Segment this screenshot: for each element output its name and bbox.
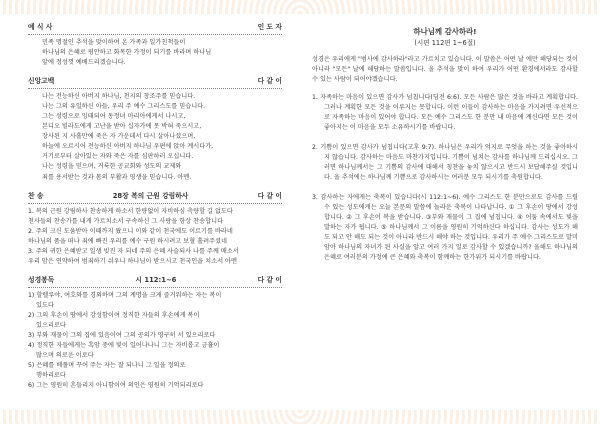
text-line: 3. 주의 귀한 은혜받고 일생 빚진 자 되네 주의 은혜 사슬되사 나를 주께 매소서 <box>28 247 239 255</box>
text-line: 장사된 지 사흘만에 죽은 자 가운데서 다시 살아나셨으며, <box>42 133 196 141</box>
section-leader: 다 같 이 <box>257 275 282 284</box>
section-body <box>28 291 282 391</box>
text-line: 4) 정직한 자들에게는 흑암 중에 빛이 일어나나니 그는 자비롭고 긍휼이 <box>28 342 220 350</box>
text-line: 본디오 빌라도에게 고난을 받아 십자가에 못 박혀 죽으시고, <box>42 123 202 131</box>
creed-section <box>28 76 282 182</box>
text-line: 천사들의 찬송가를 내게 가르치소서 구속하신 그 사랑을 항상 찬송합니다 <box>28 217 224 225</box>
decorative-wave-bottom <box>0 410 600 424</box>
section-title: 예 식 사 <box>28 23 53 31</box>
text-line: 많으며 의로운 이로다 <box>36 352 94 360</box>
section-title: 찬 송 <box>28 191 44 200</box>
text-line: 나는 그의 유일하신 아들, 우리 주 예수 그리스도를 믿습니다. <box>42 103 206 111</box>
text-line: 1. 복의 근원 강림하사 찬송하게 하소서 한량없이 자비하심 측량할 길 없도다 <box>28 207 233 215</box>
text-line: 행하리로다 <box>36 372 66 380</box>
sermon-scripture: (시편 112편 1~6절) <box>414 38 476 47</box>
text-line: 하나님의 품을 떠나 죄에 빠진 우리를 예수 구원 하시려고 보혈 흘려주셨네 <box>28 237 227 245</box>
sermon-intro: 성경은 우리에게 "범사에 감사하라"라고 가르치고 있습니다. 이 말씀은 어떤 날 에만 해당되는 것이 아니라 "모든" 날에 해당하는 말씀입니다. 올 추석을 맞이 하여 우리가 어떤 환경에서라도 감사할 수 있는 사람이 되어야겠습니다. <box>312 55 578 83</box>
text-line: 나는 전능하신 아버지 하나님, 천지의 창조주를 믿습니다. <box>42 93 196 101</box>
text-line: 앞에 정성껏 예배드리겠습니다. <box>42 59 126 67</box>
scripture-reference: 시 112:1~6 <box>135 275 177 284</box>
section-header <box>28 191 282 204</box>
section-header <box>28 76 282 89</box>
section-leader: 다 같 이 <box>257 77 282 86</box>
section-body <box>28 92 282 182</box>
section-leader: 다 같 이 <box>257 191 282 200</box>
text-line: 3) 부와 재물이 그의 집에 있음이여 그의 공의가 영구히 서 있으리로다 <box>28 332 216 340</box>
hymn-title: 28장 복의 근원 강림하사 <box>112 191 189 200</box>
sermon-title: 하나님께 감사하라! <box>413 27 477 36</box>
decorative-wave-top <box>0 0 600 14</box>
scripture-section <box>28 275 282 391</box>
section-title: 성경봉독 <box>28 275 55 284</box>
section-leader: 인 도 자 <box>257 23 282 31</box>
sermon-point-3: 3. 감사하는 자에게는 축복이 있습니다(시 112:1~6). 예수 그리스도 한 분만으로도 감사를 드릴 수 있는 성도에게는 오늘 본문의 말씀에 놀라운 축복이 나타납니다. ① 그 후손이 땅에서 강성합니다. ② 그 후손이 복을 받습니다. ③부와 재물이 그 집에 넘칩니다. ④ 어둠 속에서도 빛을 발하는 자가 됩니다. ⑤ 하나님께서 그 이름을 영원히 기억하신다 하십니다. 감사는 성도가 해도 되고 안 해도 되는 것이 아니라 반드시 해야 하는 것입니다. 우리가 주 예수 그리스도로 말미암아 하나님의 자녀가 된 사실을 알고 여러 가지 일로 감사할 수 있겠습니까? 올해도 하나님의 은혜로 여러분의 가정에 큰 은혜와 축복이 함께하는 한가위가 되시기를 바랍니다. <box>312 194 578 262</box>
section-title: 신앙고백 <box>28 77 55 86</box>
text-line: 1) 할렐루야, 여호와를 경외하며 그의 계명을 크게 즐거워하는 자는 복이 <box>28 291 222 299</box>
text-line: 6) 그는 영원히 흔들리지 아니함이여 의인은 영원히 기억되리로다 <box>28 382 204 390</box>
text-line: 나는 성령을 믿으며, 거룩한 공교회와 성도의 교제와 <box>42 163 182 171</box>
text-line: 5) 은혜를 베풀며 꾸어 주는 자는 잘 되나니 그 일을 정의로 <box>28 362 186 370</box>
text-line: 하늘에 오르시어 전능하신 아버지 하나님 우편에 앉아 계시다가, <box>42 143 214 151</box>
section-header <box>28 275 282 288</box>
text-line: 있으리로다 <box>36 321 66 329</box>
text-line: 죄를 용서받는 것과 몸의 부활과 영생을 믿습니다. 아멘. <box>42 173 192 181</box>
text-line: 하나님의 은혜로 평안하고 화목한 가정이 되기를 바라며 하나님 <box>42 49 212 57</box>
text-line: 2. 주의 크신 도움받아 이때까지 왔으니 이와 같이 천국에도 이르기를 바라네 <box>28 227 233 235</box>
section-body <box>28 207 282 267</box>
worship-opening-section <box>28 22 282 68</box>
text-line: 2) 그의 후손이 땅에서 강성함이여 정직한 자들의 후손에게 복이 <box>28 311 200 319</box>
section-body <box>28 38 282 68</box>
text-line: 있도다 <box>36 301 54 309</box>
text-line: 거기로부터 살아있는 자와 죽은 자를 심판하러 오십니다. <box>42 153 194 161</box>
sermon-point-1: 1. 자족하는 마음이 있으면 감사가 넘칩니다(딤전 6:6). 모든 사람은 많은 것을 바라고 계획합니다. 그러나 계획한 모든 것을 이루지는 못합니다. 이런 이들이 감사하는 마음을 가지려면 우선적으로 자족하는 마음이 있어야 합니다. 모든 예수 그리스도 한 분만 내 마음에 계신다면 모든 것이 좋아지는 이 마음을 모두 소유하시기를 바랍니다. <box>312 93 578 131</box>
order-of-worship <box>28 22 282 395</box>
hymn-section <box>28 191 282 267</box>
text-line: 민족 명절인 추석을 맞이하여 온 가족과 일가친척들이 <box>42 39 186 46</box>
text-line: 우리 맘은 연약하여 범죄하기 쉬우니 하나님이 받으시고 천국인을 치소서 아멘 <box>28 257 237 265</box>
section-header <box>28 22 282 35</box>
sermon-column <box>312 22 578 274</box>
text-line: 그는 성령으로 잉태되어 동정녀 마리아에게서 나시고, <box>42 113 186 121</box>
sermon-point-2: 2. 기쁨이 있으면 감사가 넘칩니다(고후 9:7). 하나님은 우리가 억지로 무엇을 하는 것을 좋아하시지 않습니다. 감사하는 마음도 마찬가지입니다. 기쁨이 넘치는 감사를 하나님께 드리십시오. 그러면 하나님께서는 그 기쁨의 감사에 대해서 칭찬을 놓치 않으시고 반드시 보답해주실 것입니다. 올 추석에는 하나님께 기쁨으로 감사하시는 여러분 모두 되시기를 축원합니다. <box>312 143 578 182</box>
